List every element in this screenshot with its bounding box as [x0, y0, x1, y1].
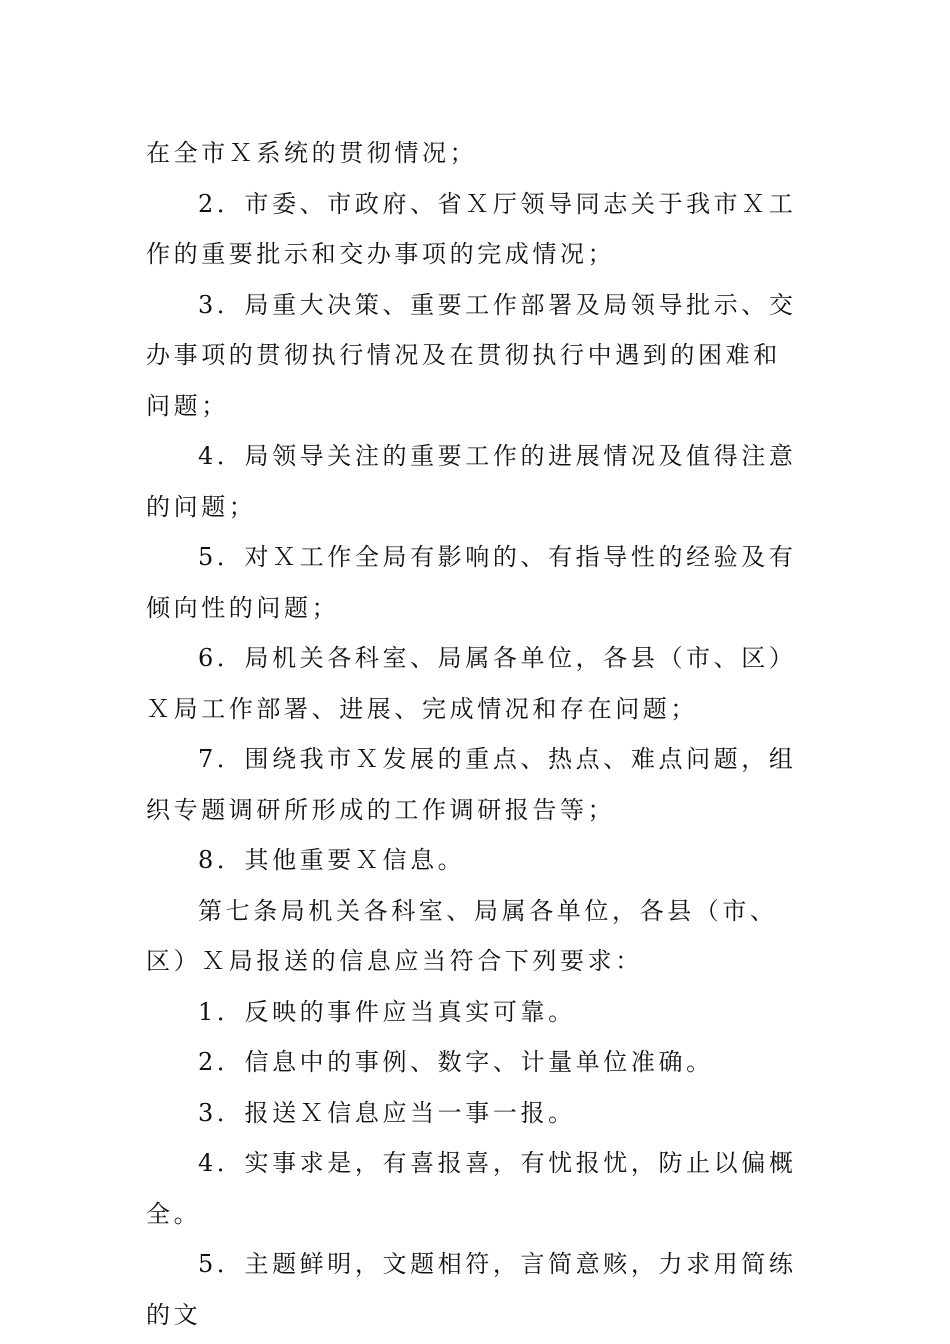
paragraph-continuation: 在全市Ｘ系统的贯彻情况； — [146, 139, 478, 167]
requirement-item-5: 5．主题鲜明，文题相符，言简意赅，力求用简练的文 — [146, 1250, 797, 1329]
requirement-item-2: 2．信息中的事例、数字、计量单位准确。 — [198, 1048, 714, 1076]
list-item-4: 4．局领导关注的重要工作的进展情况及值得注意的问题； — [146, 442, 797, 521]
list-item-6: 6．局机关各科室、局属各单位，各县（市、区）Ｘ局工作部署、进展、完成情况和存在问题； — [146, 644, 797, 723]
requirement-item-1: 1．反映的事件应当真实可靠。 — [198, 997, 576, 1026]
list-item-5: 5．对Ｘ工作全局有影响的、有指导性的经验及有倾向性的问题； — [146, 543, 797, 622]
list-item-8: 8．其他重要Ｘ信息。 — [198, 846, 466, 874]
list-item-7: 7．围绕我市Ｘ发展的重点、热点、难点问题，组织专题调研所形成的工作调研报告等； — [146, 745, 797, 824]
document-body — [146, 128, 808, 1340]
list-item-2: 2．市委、市政府、省Ｘ厅领导同志关于我市Ｘ工作的重要批示和交办事项的完成情况； — [146, 189, 797, 268]
requirement-item-3: 3．报送Ｘ信息应当一事一报。 — [198, 1098, 576, 1127]
article-7-heading: 第七条局机关各科室、局属各单位，各县（市、区）Ｘ局报送的信息应当符合下列要求： — [146, 896, 778, 975]
requirement-item-4: 4．实事求是，有喜报喜，有忧报忧，防止以偏概全。 — [146, 1149, 797, 1228]
list-item-3: 3．局重大决策、重要工作部署及局领导批示、交办事项的贯彻执行情况及在贯彻执行中遇到的困难和问题； — [146, 290, 797, 420]
